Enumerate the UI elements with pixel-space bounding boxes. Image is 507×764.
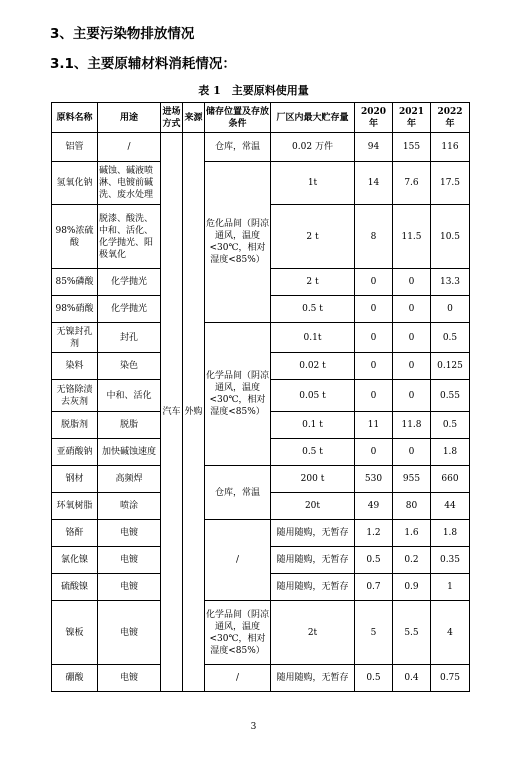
material-name: 铬酐 xyxy=(52,520,98,547)
usage-2021: 0 xyxy=(393,323,431,353)
storage-condition: 化学品间（阴凉通风，温度<30℃，相对湿度<85%） xyxy=(205,323,271,466)
usage-2020: 14 xyxy=(355,162,393,205)
material-name: 环氧树脂 xyxy=(52,493,98,520)
table-row xyxy=(52,520,470,547)
header-cell: 来源 xyxy=(183,103,205,133)
usage-2021: 1.6 xyxy=(393,520,431,547)
material-use: 封孔 xyxy=(98,323,161,353)
usage-2020: 0.5 xyxy=(355,547,393,574)
max-storage: 0.1 t xyxy=(271,412,355,439)
usage-2020: 0 xyxy=(355,380,393,412)
material-name: 98%浓硫酸 xyxy=(52,205,98,269)
header-cell: 储存位置及存放条件 xyxy=(205,103,271,133)
header-cell: 进场方式 xyxy=(161,103,183,133)
max-storage: 1t xyxy=(271,162,355,205)
table-row xyxy=(52,466,470,493)
max-storage: 0.02 t xyxy=(271,353,355,380)
usage-2020: 0 xyxy=(355,269,393,296)
usage-2022: 0.5 xyxy=(431,323,470,353)
material-name: 氢氧化钠 xyxy=(52,162,98,205)
usage-2020: 0 xyxy=(355,296,393,323)
header-cell: 2021 年 xyxy=(393,103,431,133)
usage-2022: 1 xyxy=(431,574,470,601)
max-storage: 200 t xyxy=(271,466,355,493)
max-storage: 随用随购，无暂存 xyxy=(271,520,355,547)
max-storage: 2 t xyxy=(271,269,355,296)
material-name: 85%磷酸 xyxy=(52,269,98,296)
material-use: 中和、活化 xyxy=(98,380,161,412)
usage-2020: 94 xyxy=(355,133,393,162)
usage-2021: 0.2 xyxy=(393,547,431,574)
section-title: 3、主要污染物排放情况 xyxy=(50,26,195,42)
material-use: 化学抛光 xyxy=(98,296,161,323)
material-use: 电镀 xyxy=(98,601,161,665)
table-row xyxy=(52,323,470,353)
usage-2021: 80 xyxy=(393,493,431,520)
material-name: 无铬除渍去灰剂 xyxy=(52,380,98,412)
usage-2021: 0 xyxy=(393,296,431,323)
usage-2021: 0 xyxy=(393,353,431,380)
usage-2021: 155 xyxy=(393,133,431,162)
usage-2021: 0.4 xyxy=(393,665,431,692)
usage-2020: 1.2 xyxy=(355,520,393,547)
usage-2021: 0 xyxy=(393,380,431,412)
max-storage: 0.05 t xyxy=(271,380,355,412)
usage-2020: 5 xyxy=(355,601,393,665)
material-use: 电镀 xyxy=(98,520,161,547)
material-name: 脱脂剂 xyxy=(52,412,98,439)
usage-2021: 0 xyxy=(393,439,431,466)
material-name: 钢材 xyxy=(52,466,98,493)
usage-2021: 11.5 xyxy=(393,205,431,269)
material-use: 电镀 xyxy=(98,665,161,692)
material-name: 硼酸 xyxy=(52,665,98,692)
storage-condition: 危化品间（阴凉通风，温度<30℃，相对湿度<85%） xyxy=(205,162,271,323)
material-name: 无镍封孔剂 xyxy=(52,323,98,353)
usage-2021: 7.6 xyxy=(393,162,431,205)
material-name: 铝管 xyxy=(52,133,98,162)
usage-2020: 8 xyxy=(355,205,393,269)
transport-mode: 汽车 xyxy=(161,133,183,692)
max-storage: 随用随购，无暂存 xyxy=(271,574,355,601)
material-use: 脱脂 xyxy=(98,412,161,439)
usage-2020: 0.5 xyxy=(355,665,393,692)
storage-condition: 仓库，常温 xyxy=(205,133,271,162)
header-cell: 厂区内最大贮存量 xyxy=(271,103,355,133)
material-name: 镍板 xyxy=(52,601,98,665)
max-storage: 随用随购，无暂存 xyxy=(271,665,355,692)
material-use: 电镀 xyxy=(98,547,161,574)
max-storage: 2t xyxy=(271,601,355,665)
table-row xyxy=(52,665,470,692)
usage-2022: 13.3 xyxy=(431,269,470,296)
material-use: / xyxy=(98,133,161,162)
header-cell: 用途 xyxy=(98,103,161,133)
max-storage: 随用随购，无暂存 xyxy=(271,547,355,574)
material-name: 染料 xyxy=(52,353,98,380)
usage-2022: 10.5 xyxy=(431,205,470,269)
material-name: 亚硝酸钠 xyxy=(52,439,98,466)
materials-table xyxy=(51,102,470,692)
storage-condition: / xyxy=(205,665,271,692)
table-row xyxy=(52,601,470,665)
material-name: 氯化镍 xyxy=(52,547,98,574)
max-storage: 0.5 t xyxy=(271,439,355,466)
usage-2020: 0 xyxy=(355,323,393,353)
usage-2020: 11 xyxy=(355,412,393,439)
material-use: 高频焊 xyxy=(98,466,161,493)
header-row xyxy=(52,103,470,133)
usage-2021: 955 xyxy=(393,466,431,493)
storage-condition: / xyxy=(205,520,271,601)
usage-2022: 44 xyxy=(431,493,470,520)
usage-2022: 0.35 xyxy=(431,547,470,574)
material-source: 外购 xyxy=(183,133,205,692)
usage-2022: 4 xyxy=(431,601,470,665)
material-use: 脱漆、酸洗、中和、活化、化学抛光、阳极氧化 xyxy=(98,205,161,269)
usage-2021: 5.5 xyxy=(393,601,431,665)
max-storage: 20t xyxy=(271,493,355,520)
usage-2020: 0 xyxy=(355,439,393,466)
usage-2022: 0.125 xyxy=(431,353,470,380)
usage-2021: 0 xyxy=(393,269,431,296)
max-storage: 0.1t xyxy=(271,323,355,353)
max-storage: 0.02 万件 xyxy=(271,133,355,162)
material-name: 98%硝酸 xyxy=(52,296,98,323)
table-caption: 表 1 主要原料使用量 xyxy=(198,84,309,97)
material-use: 碱蚀、碱液喷淋、电镀前碱洗、废水处理 xyxy=(98,162,161,205)
usage-2022: 0.5 xyxy=(431,412,470,439)
material-name: 硫酸镍 xyxy=(52,574,98,601)
material-use: 加快碱蚀速度 xyxy=(98,439,161,466)
storage-condition: 仓库，常温 xyxy=(205,466,271,520)
header-cell: 2022 年 xyxy=(431,103,470,133)
header-cell: 2020 年 xyxy=(355,103,393,133)
usage-2020: 0.7 xyxy=(355,574,393,601)
usage-2022: 1.8 xyxy=(431,439,470,466)
usage-2022: 1.8 xyxy=(431,520,470,547)
usage-2022: 660 xyxy=(431,466,470,493)
usage-2020: 530 xyxy=(355,466,393,493)
material-use: 化学抛光 xyxy=(98,269,161,296)
usage-2021: 0.9 xyxy=(393,574,431,601)
subsection-title: 3.1、主要原辅材料消耗情况： xyxy=(50,56,236,72)
page-number: 3 xyxy=(250,722,257,732)
table-row xyxy=(52,162,470,205)
max-storage: 2 t xyxy=(271,205,355,269)
material-use: 喷涂 xyxy=(98,493,161,520)
material-use: 染色 xyxy=(98,353,161,380)
header-cell: 原料名称 xyxy=(52,103,98,133)
usage-2022: 116 xyxy=(431,133,470,162)
usage-2022: 0.55 xyxy=(431,380,470,412)
max-storage: 0.5 t xyxy=(271,296,355,323)
usage-2020: 49 xyxy=(355,493,393,520)
table-row xyxy=(52,133,470,162)
usage-2022: 0.75 xyxy=(431,665,470,692)
material-use: 电镀 xyxy=(98,574,161,601)
usage-2022: 0 xyxy=(431,296,470,323)
usage-2020: 0 xyxy=(355,353,393,380)
usage-2021: 11.8 xyxy=(393,412,431,439)
usage-2022: 17.5 xyxy=(431,162,470,205)
storage-condition: 化学品间（阴凉通风，温度<30℃，相对湿度<85%） xyxy=(205,601,271,665)
